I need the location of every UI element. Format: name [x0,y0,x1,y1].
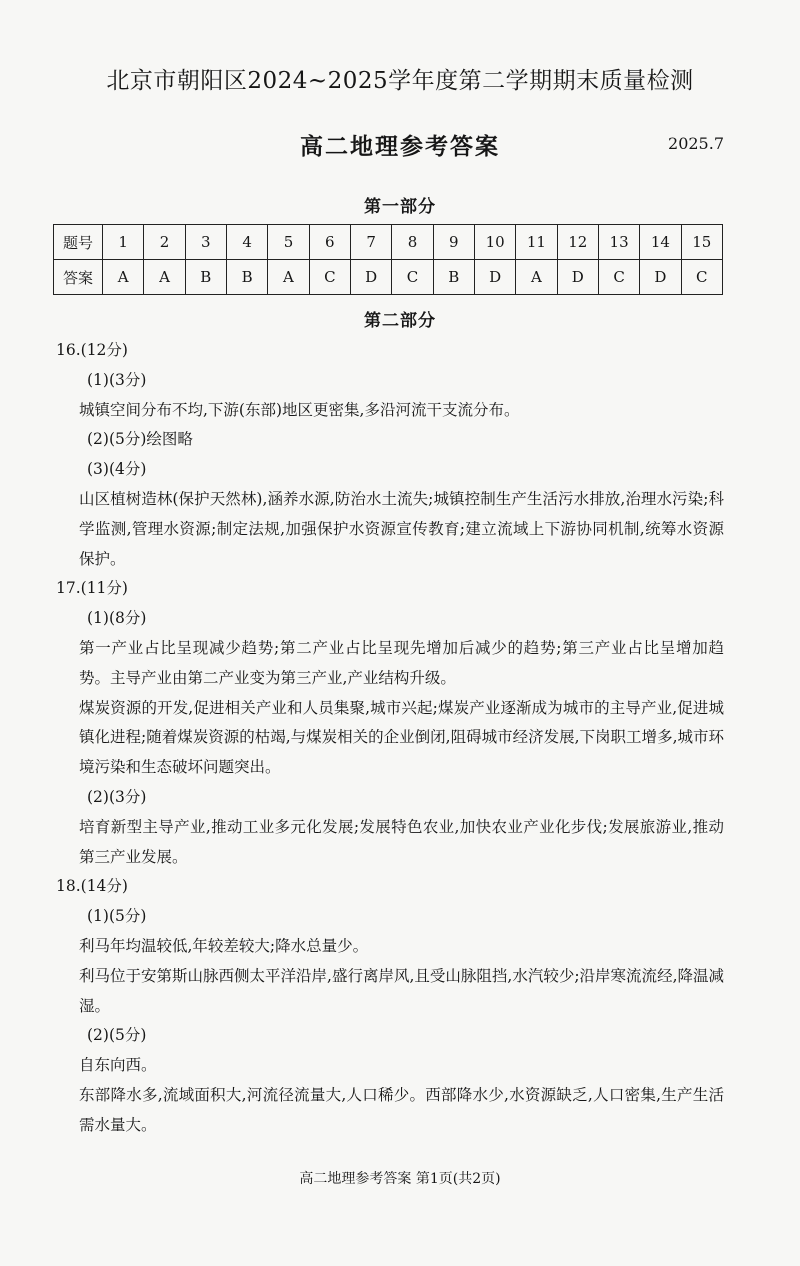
question-17-sub-1-answer-a: 第一产业占比呈现减少趋势;第二产业占比呈现先增加后减少的趋势;第三产业占比呈增加趋势。主导产业由第二产业变为第三产业,产业结构升级。 [79,638,724,687]
question-18-sub-2: (2)(5分) [87,1026,147,1045]
question-number: 3 [185,225,226,260]
question-18-sub-2-answer-b: 东部降水多,流域面积大,河流径流量大,人口稀少。西部降水少,水资源缺乏,人口密集,生产生活需水量大。 [79,1085,724,1134]
answer-cell: B [185,260,226,295]
answer-table [53,224,723,295]
answer-cell: D [557,260,598,295]
answer-cell: C [681,260,722,295]
question-18-sub-1-answer-b: 利马位于安第斯山脉西侧太平洋沿岸,盛行离岸风,且受山脉阻挡,水汽较少;沿岸寒流流经,降温减湿。 [79,966,724,1015]
question-number: 2 [144,225,185,260]
question-number: 14 [640,225,681,260]
question-16-sub-3: (3)(4分) [87,460,147,479]
question-17-sub-1-answer-b: 煤炭资源的开发,促进相关产业和人员集聚,城市兴起;煤炭产业逐渐成为城市的主导产业,促进城镇化进程;随着煤炭资源的枯竭,与煤炭相关的企业倒闭,阻碍城市经济发展,下岗职工增多,城市环境污染和生态破坏问题突出。 [79,698,724,777]
question-number-row [54,225,723,260]
question-16-sub-3-answer: 山区植树造林(保护天然林),涵养水源,防治水土流失;城镇控制生产生活污水排放,治理水污染;科学监测,管理水资源;制定法规,加强保护水资源宣传教育;建立流域上下游协同机制,统筹水资源保护。 [79,489,724,568]
page-footer: 高二地理参考答案 第1页(共2页) [299,1171,501,1187]
answer-row [54,260,723,295]
question-18-sub-1-answer-a: 利马年均温较低,年较差较大;降水总量少。 [79,936,369,955]
question-18-sub-1: (1)(5分) [87,907,147,926]
question-16-sub-2: (2)(5分)绘图略 [87,430,193,449]
answer-cell: D [350,260,391,295]
answer-cell: D [640,260,681,295]
question-16-sub-1: (1)(3分) [87,370,147,389]
row-label-numbers: 题号 [54,225,103,260]
question-number: 12 [557,225,598,260]
question-number: 5 [268,225,309,260]
answer-cell: A [516,260,557,295]
question-number: 7 [350,225,391,260]
answer-cell: A [103,260,144,295]
answer-cell: C [309,260,350,295]
answer-cell: D [474,260,515,295]
part-one-heading: 第一部分 [364,197,436,217]
question-number: 15 [681,225,722,260]
question-number: 9 [433,225,474,260]
question-number: 6 [309,225,350,260]
answer-cell: B [226,260,267,295]
question-number: 8 [392,225,433,260]
answer-cell: A [144,260,185,295]
answer-cell: C [598,260,639,295]
part-two-heading: 第二部分 [364,311,436,331]
question-17-sub-2: (2)(3分) [87,787,147,806]
question-number: 1 [103,225,144,260]
part-two-content [0,336,800,1141]
exam-title: 北京市朝阳区2024~2025学年度第二学期期末质量检测 [106,68,694,94]
question-18-title: 18.(14分) [56,877,128,896]
question-17-sub-1: (1)(8分) [87,609,147,628]
question-16-sub-1-answer: 城镇空间分布不均,下游(东部)地区更密集,多沿河流干支流分布。 [79,400,520,419]
row-label-answers: 答案 [54,260,103,295]
answer-cell: B [433,260,474,295]
question-17-title: 17.(11分) [56,579,128,598]
question-number: 13 [598,225,639,260]
question-17-sub-2-answer: 培育新型主导产业,推动工业多元化发展;发展特色农业,加快农业产业化步伐;发展旅游业,推动第三产业发展。 [79,817,724,866]
question-number: 10 [474,225,515,260]
document-date: 2025.7 [668,134,724,153]
answer-cell: A [268,260,309,295]
question-number: 11 [516,225,557,260]
question-18-sub-2-answer-a: 自东向西。 [79,1056,157,1075]
document-title: 高二地理参考答案 [300,133,500,160]
answer-cell: C [392,260,433,295]
question-number: 4 [226,225,267,260]
question-16-title: 16.(12分) [56,341,128,359]
